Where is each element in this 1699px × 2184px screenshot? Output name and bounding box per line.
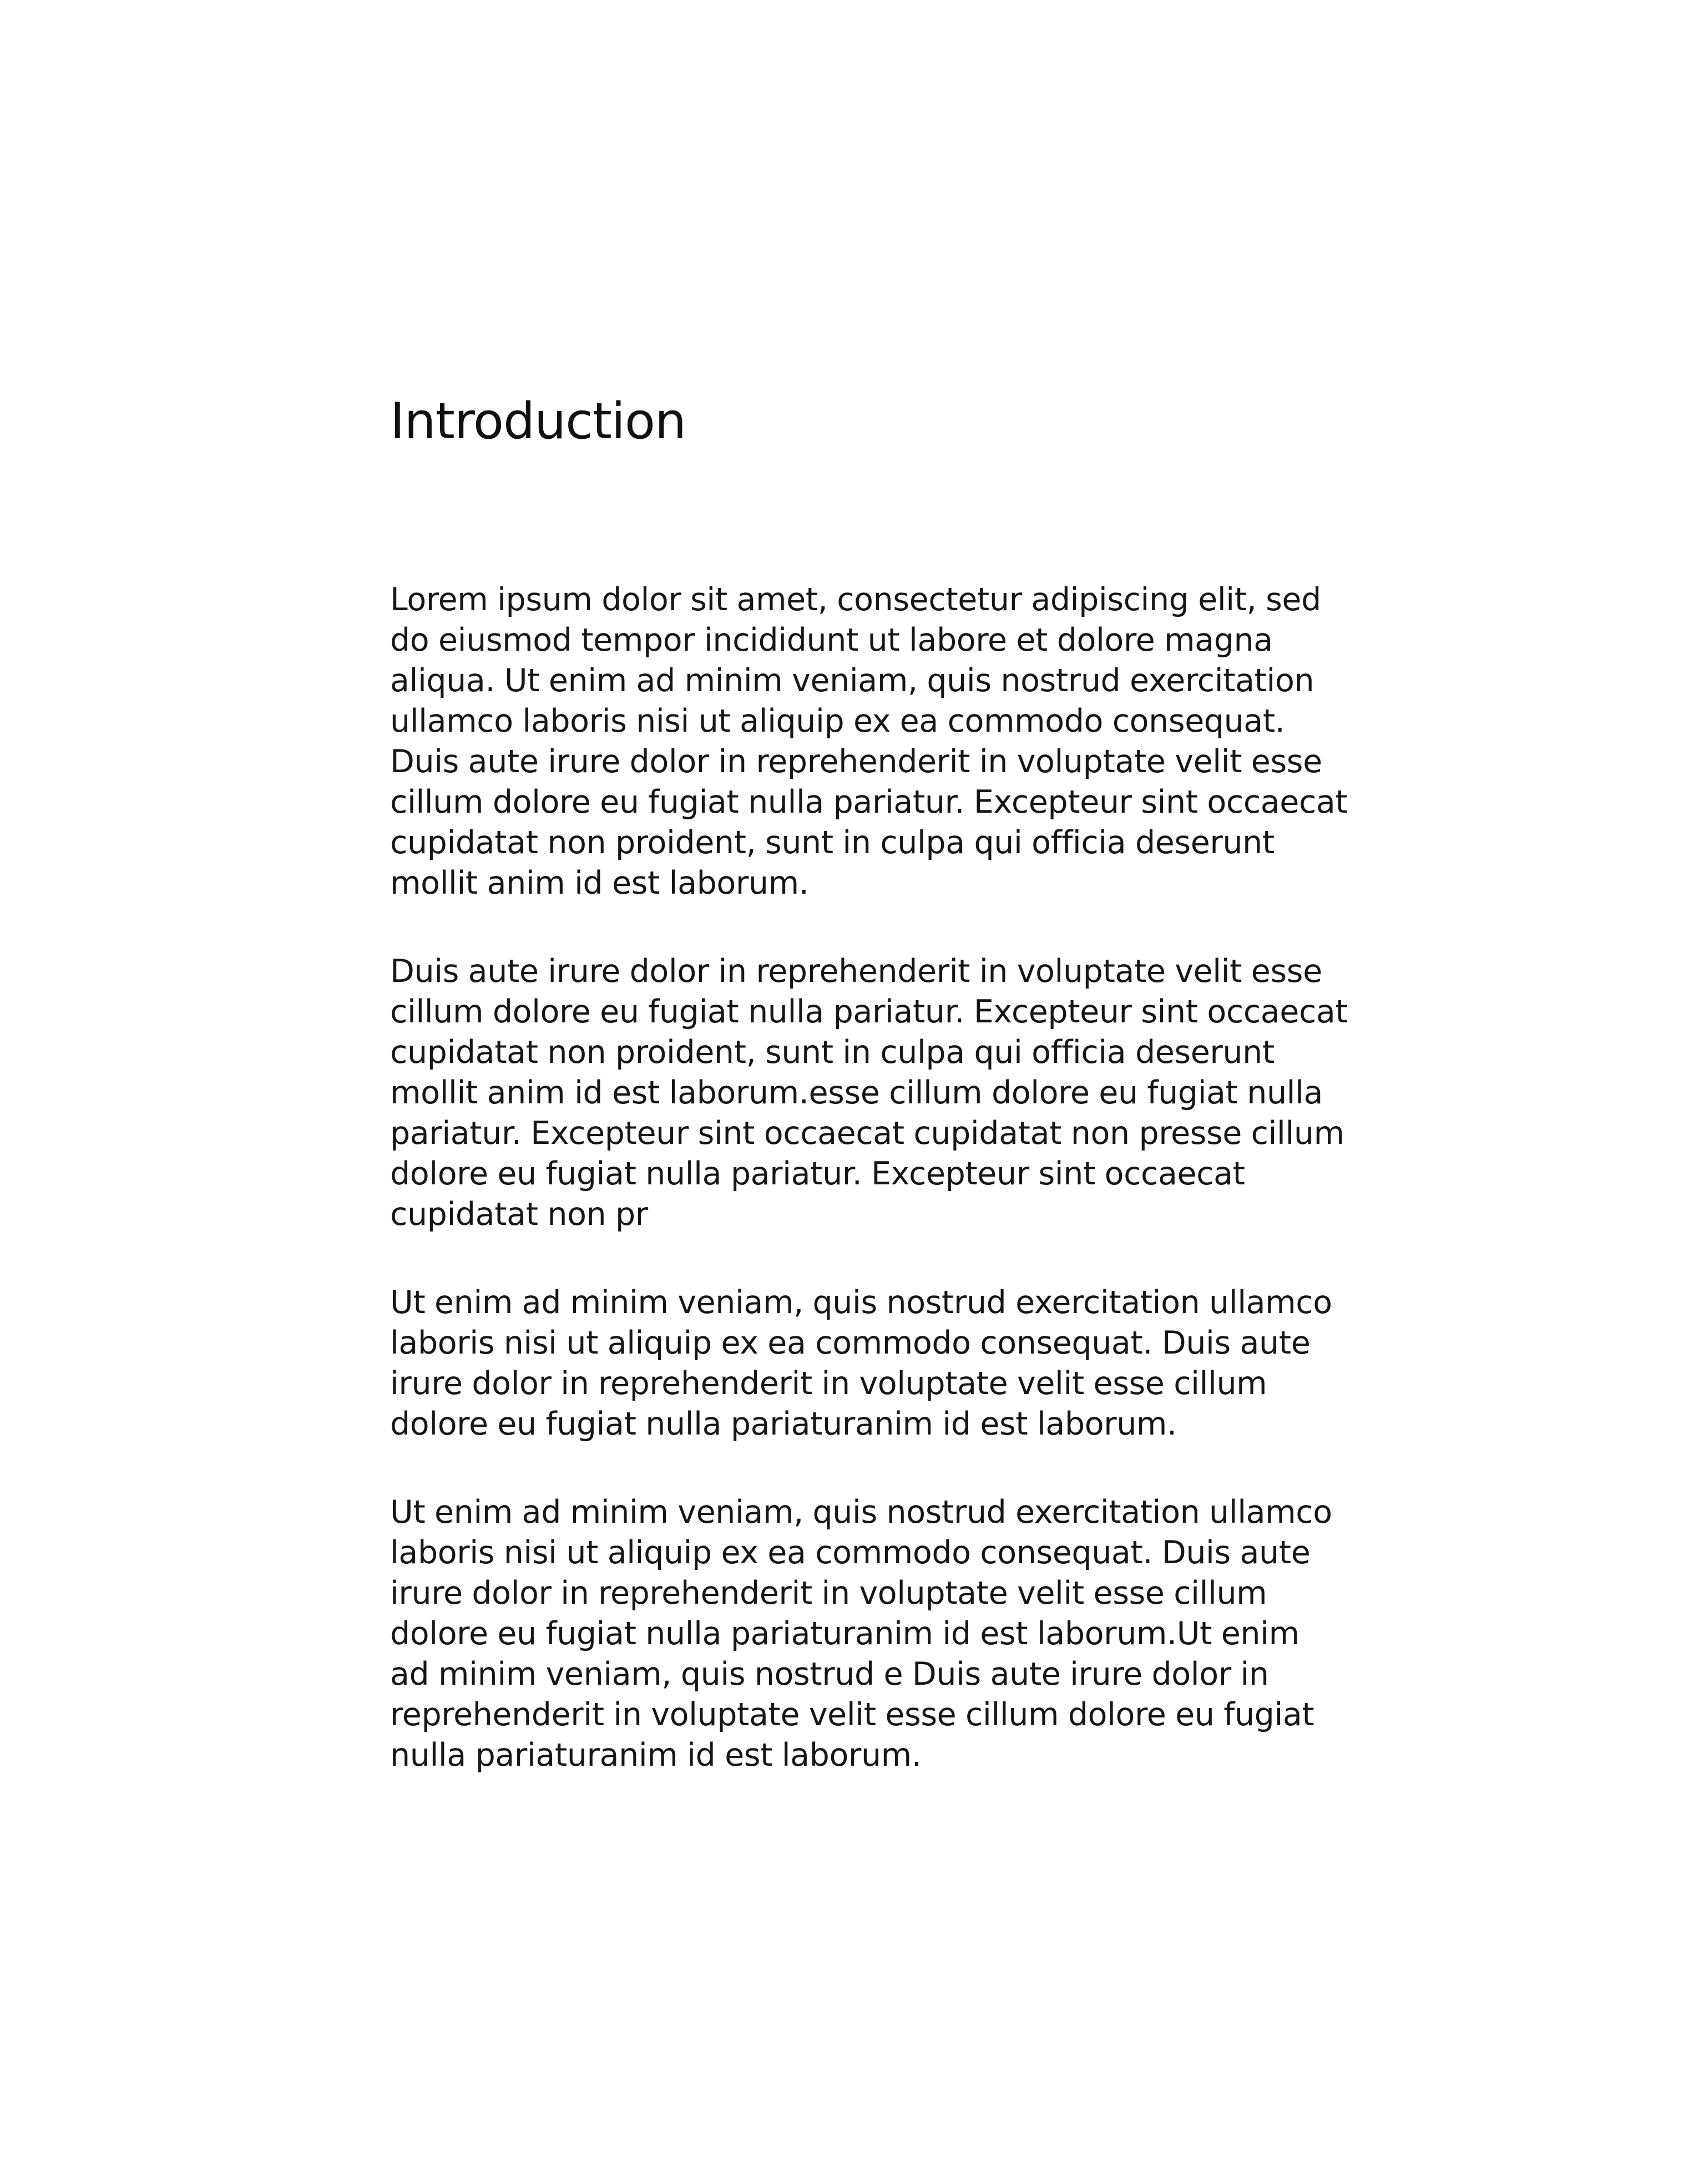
text-line: pariatur. Excepteur sint occaecat cupidatat non presse cillum: [390, 1115, 1344, 1152]
paragraph-2: [390, 951, 1348, 1235]
text-line: do eiusmod tempor incididunt ut labore et dolore magna: [390, 622, 1273, 658]
text-line: Lorem ipsum dolor sit amet, consectetur adipiscing elit, sed: [390, 581, 1321, 618]
text-line: irure dolor in reprehenderit in voluptate velit esse cillum: [390, 1575, 1267, 1612]
text-line: laboris nisi ut aliquip ex ea commodo consequat. Duis aute: [390, 1534, 1311, 1571]
text-line: cillum dolore eu fugiat nulla pariatur. Excepteur sint occaecat: [390, 784, 1348, 820]
text-line: Duis aute irure dolor in reprehenderit in voluptate velit esse: [390, 743, 1322, 780]
document-content: [390, 388, 1348, 1773]
text-line: mollit anim id est laborum.: [390, 865, 809, 901]
text-line: cupidatat non proident, sunt in culpa qui officia deserunt: [390, 824, 1275, 861]
text-line: Duis aute irure dolor in reprehenderit in voluptate velit esse: [390, 953, 1322, 990]
text-line: cillum dolore eu fugiat nulla pariatur. Excepteur sint occaecat: [390, 994, 1348, 1030]
text-line: cupidatat non proident, sunt in culpa qui officia deserunt: [390, 1034, 1275, 1071]
page-title: Introduction: [390, 392, 686, 450]
text-line: laboris nisi ut aliquip ex ea commodo consequat. Duis aute: [390, 1325, 1311, 1361]
text-line: Ut enim ad minim veniam, quis nostrud exercitation ullamco: [390, 1284, 1332, 1321]
text-line: dolore eu fugiat nulla pariaturanim id est laborum.Ut enim: [390, 1615, 1299, 1652]
text-line: nulla pariaturanim id est laborum.: [390, 1737, 922, 1773]
paragraph-3: [390, 1283, 1333, 1445]
text-line: dolore eu fugiat nulla pariatur. Excepteur sint occaecat: [390, 1156, 1245, 1192]
text-line: mollit anim id est laborum.esse cillum dolore eu fugiat nulla: [390, 1075, 1323, 1111]
text-line: aliqua. Ut enim ad minim veniam, quis nostrud exercitation: [390, 662, 1314, 699]
paragraph-1: [390, 580, 1348, 904]
text-line: irure dolor in reprehenderit in voluptate velit esse cillum: [390, 1365, 1267, 1402]
body-text: [390, 580, 1348, 1823]
text-line: reprehenderit in voluptate velit esse cillum dolore eu fugiat: [390, 1696, 1314, 1733]
text-line: ullamco laboris nisi ut aliquip ex ea commodo consequat.: [390, 703, 1285, 739]
paragraph-4: [390, 1492, 1333, 1776]
text-line: dolore eu fugiat nulla pariaturanim id est laborum.: [390, 1406, 1177, 1442]
text-line: Ut enim ad minim veniam, quis nostrud exercitation ullamco: [390, 1494, 1332, 1531]
text-line: ad minim veniam, quis nostrud e Duis aute irure dolor in: [390, 1656, 1269, 1693]
text-line: cupidatat non pr: [390, 1196, 648, 1233]
